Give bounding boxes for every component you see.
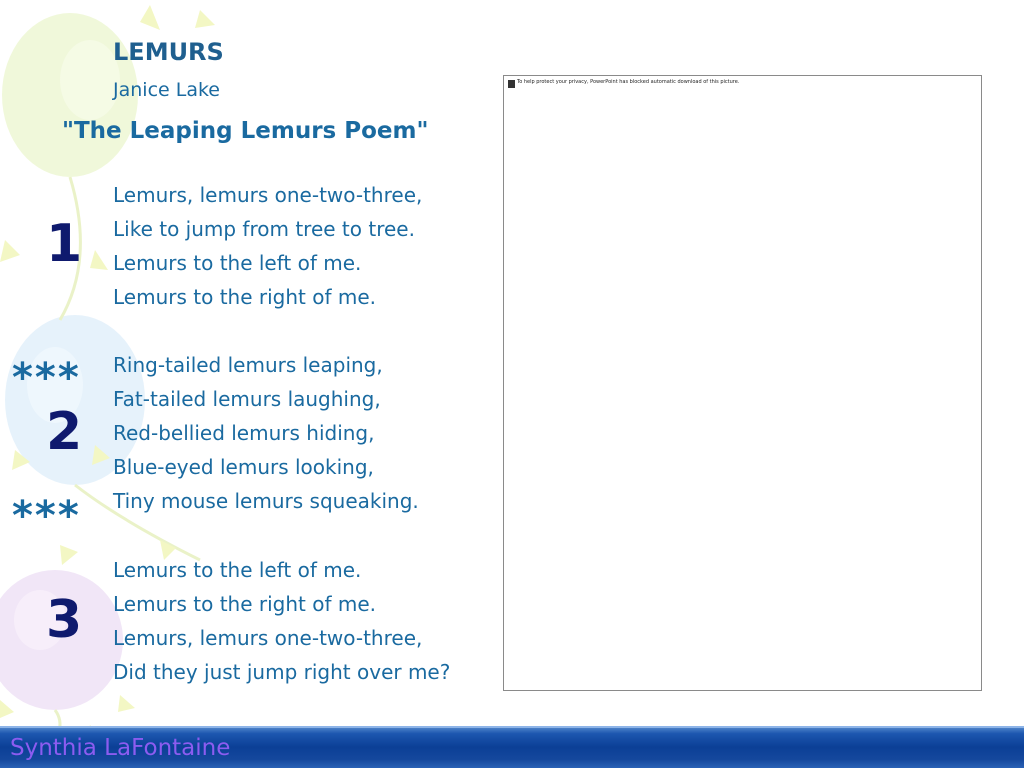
footer-stripe (0, 726, 1024, 728)
poem-line: Red-bellied lemurs hiding, (113, 421, 375, 445)
poem-line: Blue-eyed lemurs looking, (113, 455, 374, 479)
poem-line: Fat-tailed lemurs laughing, (113, 387, 381, 411)
picture-blocked-message: To help protect your privacy, PowerPoint has blocked automatic download of this picture. (517, 79, 740, 85)
poem-title: "The Leaping Lemurs Poem" (62, 118, 429, 144)
poem-line: Lemurs to the left of me. (113, 251, 362, 275)
confetti-shape (140, 5, 160, 30)
poem-line: Lemurs to the left of me. (113, 558, 362, 582)
poem-line: Did they just jump right over me? (113, 660, 451, 684)
footer-name: Synthia LaFontaine (10, 735, 231, 761)
poem-line: Like to jump from tree to tree. (113, 217, 415, 241)
stanza-number-1: 1 (46, 214, 83, 274)
poem-line: Tiny mouse lemurs squeaking. (113, 489, 419, 513)
broken-picture-icon (508, 80, 515, 88)
stanza-number-2: 2 (46, 402, 83, 462)
author-name: Janice Lake (113, 79, 220, 101)
blocked-picture-placeholder[interactable] (503, 75, 982, 691)
poem-line: Lemurs, lemurs one-two-three, (113, 626, 423, 650)
stanza-number-3: 3 (46, 590, 83, 650)
poem-line: Lemurs to the right of me. (113, 592, 376, 616)
stanza-separator: *** (12, 355, 81, 401)
poem-line: Lemurs, lemurs one-two-three, (113, 183, 423, 207)
slide-title: LEMURS (113, 38, 224, 66)
poem-line: Lemurs to the right of me. (113, 285, 376, 309)
poem-line: Ring-tailed lemurs leaping, (113, 353, 383, 377)
stanza-separator: *** (12, 493, 81, 539)
